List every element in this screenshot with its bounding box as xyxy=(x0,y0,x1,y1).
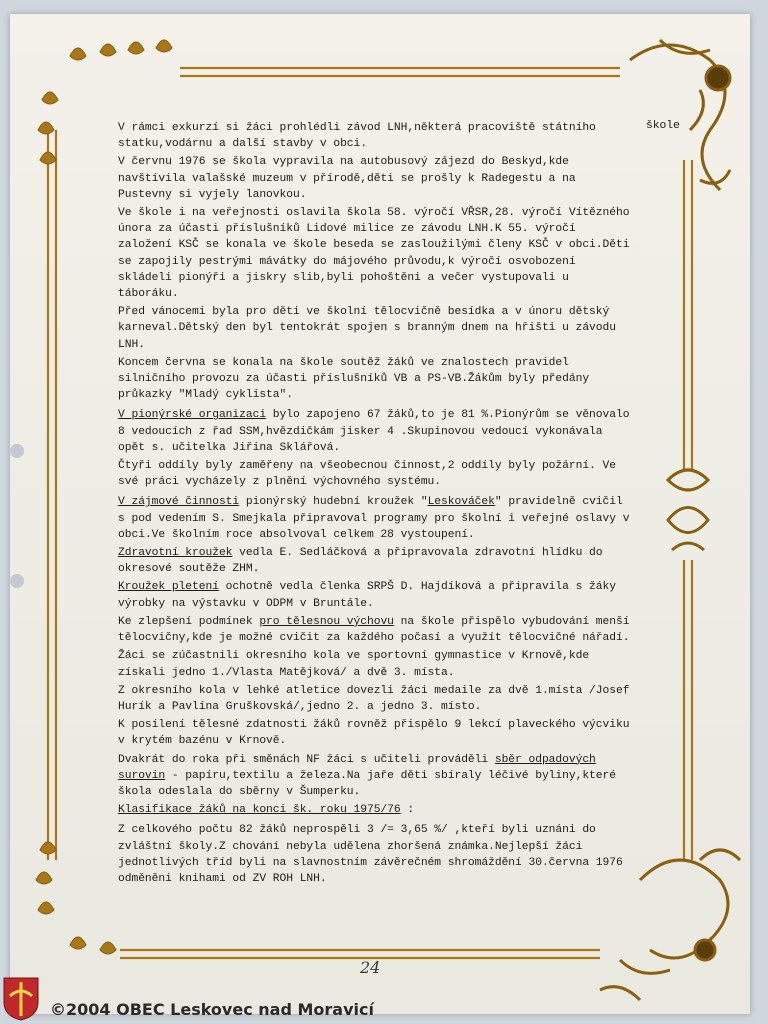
health-text: vedla E. Sedláčková a připravovala zdravotní hlídku do okresové soutěže ZHM. xyxy=(118,547,603,576)
knitting-text: ochotně vedla členka SRPŠ D. Hajdíková a připravila s žáky výrobky na výstavku v ODPM v Bruntále. xyxy=(118,581,616,610)
heading-classification: Klasifikace žáků na konci šk. roku 1975/76 xyxy=(118,804,401,817)
paragraph-pioneer-groups: Čtyři oddíly byly zaměřeny na všeobecnou činnost,2 oddíly byly požární. Ve své práci vycházely z plnění výchovného systému. xyxy=(118,460,616,489)
margin-word: škole xyxy=(646,120,680,132)
paragraph-christmas: Před vánocemi byla pro děti ve školní tělocvičně besídka a v únoru dětský karneval.Dětský den byl tentokrát spojen s branným dnem na hřišti u závodu LNH. xyxy=(118,306,616,351)
document-body xyxy=(96,120,636,889)
paragraph-pioneer xyxy=(96,407,636,456)
paragraph-knitting xyxy=(96,579,636,611)
pioneer-text: bylo zapojeno 67 žáků,to je 81 %.Pionýrům se věnovalo 8 vedoucích z řad SSM,hvězdičkám jisker 4 .Skupinovou vedoucí vykonávala opět s. učitelka Jiřina Sklářová. xyxy=(118,409,630,454)
paragraph-health xyxy=(96,545,636,577)
recycling-text-a: Dvakrát do roka při směnách NF žáci s učiteli prováděli xyxy=(118,753,495,766)
interest-text-b: " pravidelně cvičil s pod vedením S. Smejkala připravoval programy pro školní i veřejné oslavy v obci.Ve školním roce absolvoval celkem 28 vystoupení. xyxy=(118,496,630,541)
paragraph-swimming: K posílení tělesné zdatnosti žáků rovněž přispělo 9 lekcí plaveckého výcviku v krytém bazénu v Krnově. xyxy=(118,719,630,748)
recycling-text-b: - papíru,textilu a železa.Na jaře děti sbíraly léčivé byliny,které škola odeslala do sběrny v Šumperku. xyxy=(118,769,616,798)
paragraph-classification-heading xyxy=(96,802,636,818)
interest-text-a: pionýrský hudební kroužek " xyxy=(239,496,428,509)
paragraph-celebrations: Ve škole i na veřejnosti oslavila škola 58. výročí VŘSR,28. výročí Vítězného února za účasti příslušníků Lidové milice ze závodu LNH.K 55. výročí založení KSČ se konala ve škole beseda se zasloužilými členy KSČ v obci.Děti se zapojily pestrými mávátky do májového průvodu,k výročí osvobození skládeli pionýři a jiskry slib,byli pohoštěni a večer vystupovali u táboráku. xyxy=(118,207,630,301)
heading-knitting: Kroužek pletení xyxy=(118,581,219,594)
paragraph-athletics: Z okresního kola v lehké atletice dovezli žáci medaile za dvě 1.místa /Josef Hurík a Pavlína Gruškovská/,jedno 2. a jedno 3. místo. xyxy=(118,684,630,713)
paragraph-trip: V červnu 1976 se škola vypravila na autobusový zájezd do Beskyd,kde navštívila valašské muzeum v přírodě,děti se prošly k Radegestu a na Pustevny si vyjely lanovkou. xyxy=(118,156,576,201)
interest-name: Leskováček xyxy=(427,496,495,509)
paragraph-excursions: V rámci exkurzí si žáci prohlédli závod LNH,některá pracoviště státního statku,vodárnu a další stavby v obci. xyxy=(118,122,596,151)
heading-health: Zdravotní kroužek xyxy=(118,547,233,560)
copyright-text: ©2004 OBEC Leskovec nad Moravicí xyxy=(50,1000,374,1019)
heading-pioneer: V pionýrské organizaci xyxy=(118,409,267,422)
paragraph-traffic-contest: Koncem června se konala na škole soutěž žáků ve znalostech pravidel silničního provozu za účasti příslušníků VB a PS-VB.Žákům byly předány průkazky "Mladý cyklista". xyxy=(118,356,590,402)
village-coat-of-arms-icon xyxy=(2,976,40,1022)
heading-interest: V zájmové činnosti xyxy=(118,496,240,509)
heading-pe: pro tělesnou výchovu xyxy=(259,615,394,628)
classification-suffix: : xyxy=(400,804,415,817)
pe-text-b: na škole přispělo vybudování menší tělocvičny,kde je možné cvičit za každého počasí a využít tělocvičné nářadí. xyxy=(118,615,630,645)
paragraph-interest xyxy=(96,494,636,543)
paragraph-classification: Z celkového počtu 82 žáků neprospěli 3 /= 3,65 %/ ,kteří byli uznáni do zvláštní školy.Z chování nebyla udělena zhoršená známka.Nejlepší žáci jednotlivých tříd byli na slavnostním závěrečném shromáždění 30.června 1976 odměněni knihami od ZV ROH LNH. xyxy=(118,824,623,885)
pe-text-a: Ke zlepšení podmínek xyxy=(118,615,260,628)
paragraph-recycling xyxy=(96,752,636,801)
paragraph-gymnastics: Žáci se zúčastnili okresního kola ve sportovní gymnastice v Krnově,kde získali jedno 1./Vlasta Matějková/ a dvě 3. místa. xyxy=(118,650,590,679)
paragraph-pe xyxy=(96,614,636,646)
page-number: 24 xyxy=(360,958,381,977)
heading-recycling: sběr odpadových surovin xyxy=(118,753,596,782)
